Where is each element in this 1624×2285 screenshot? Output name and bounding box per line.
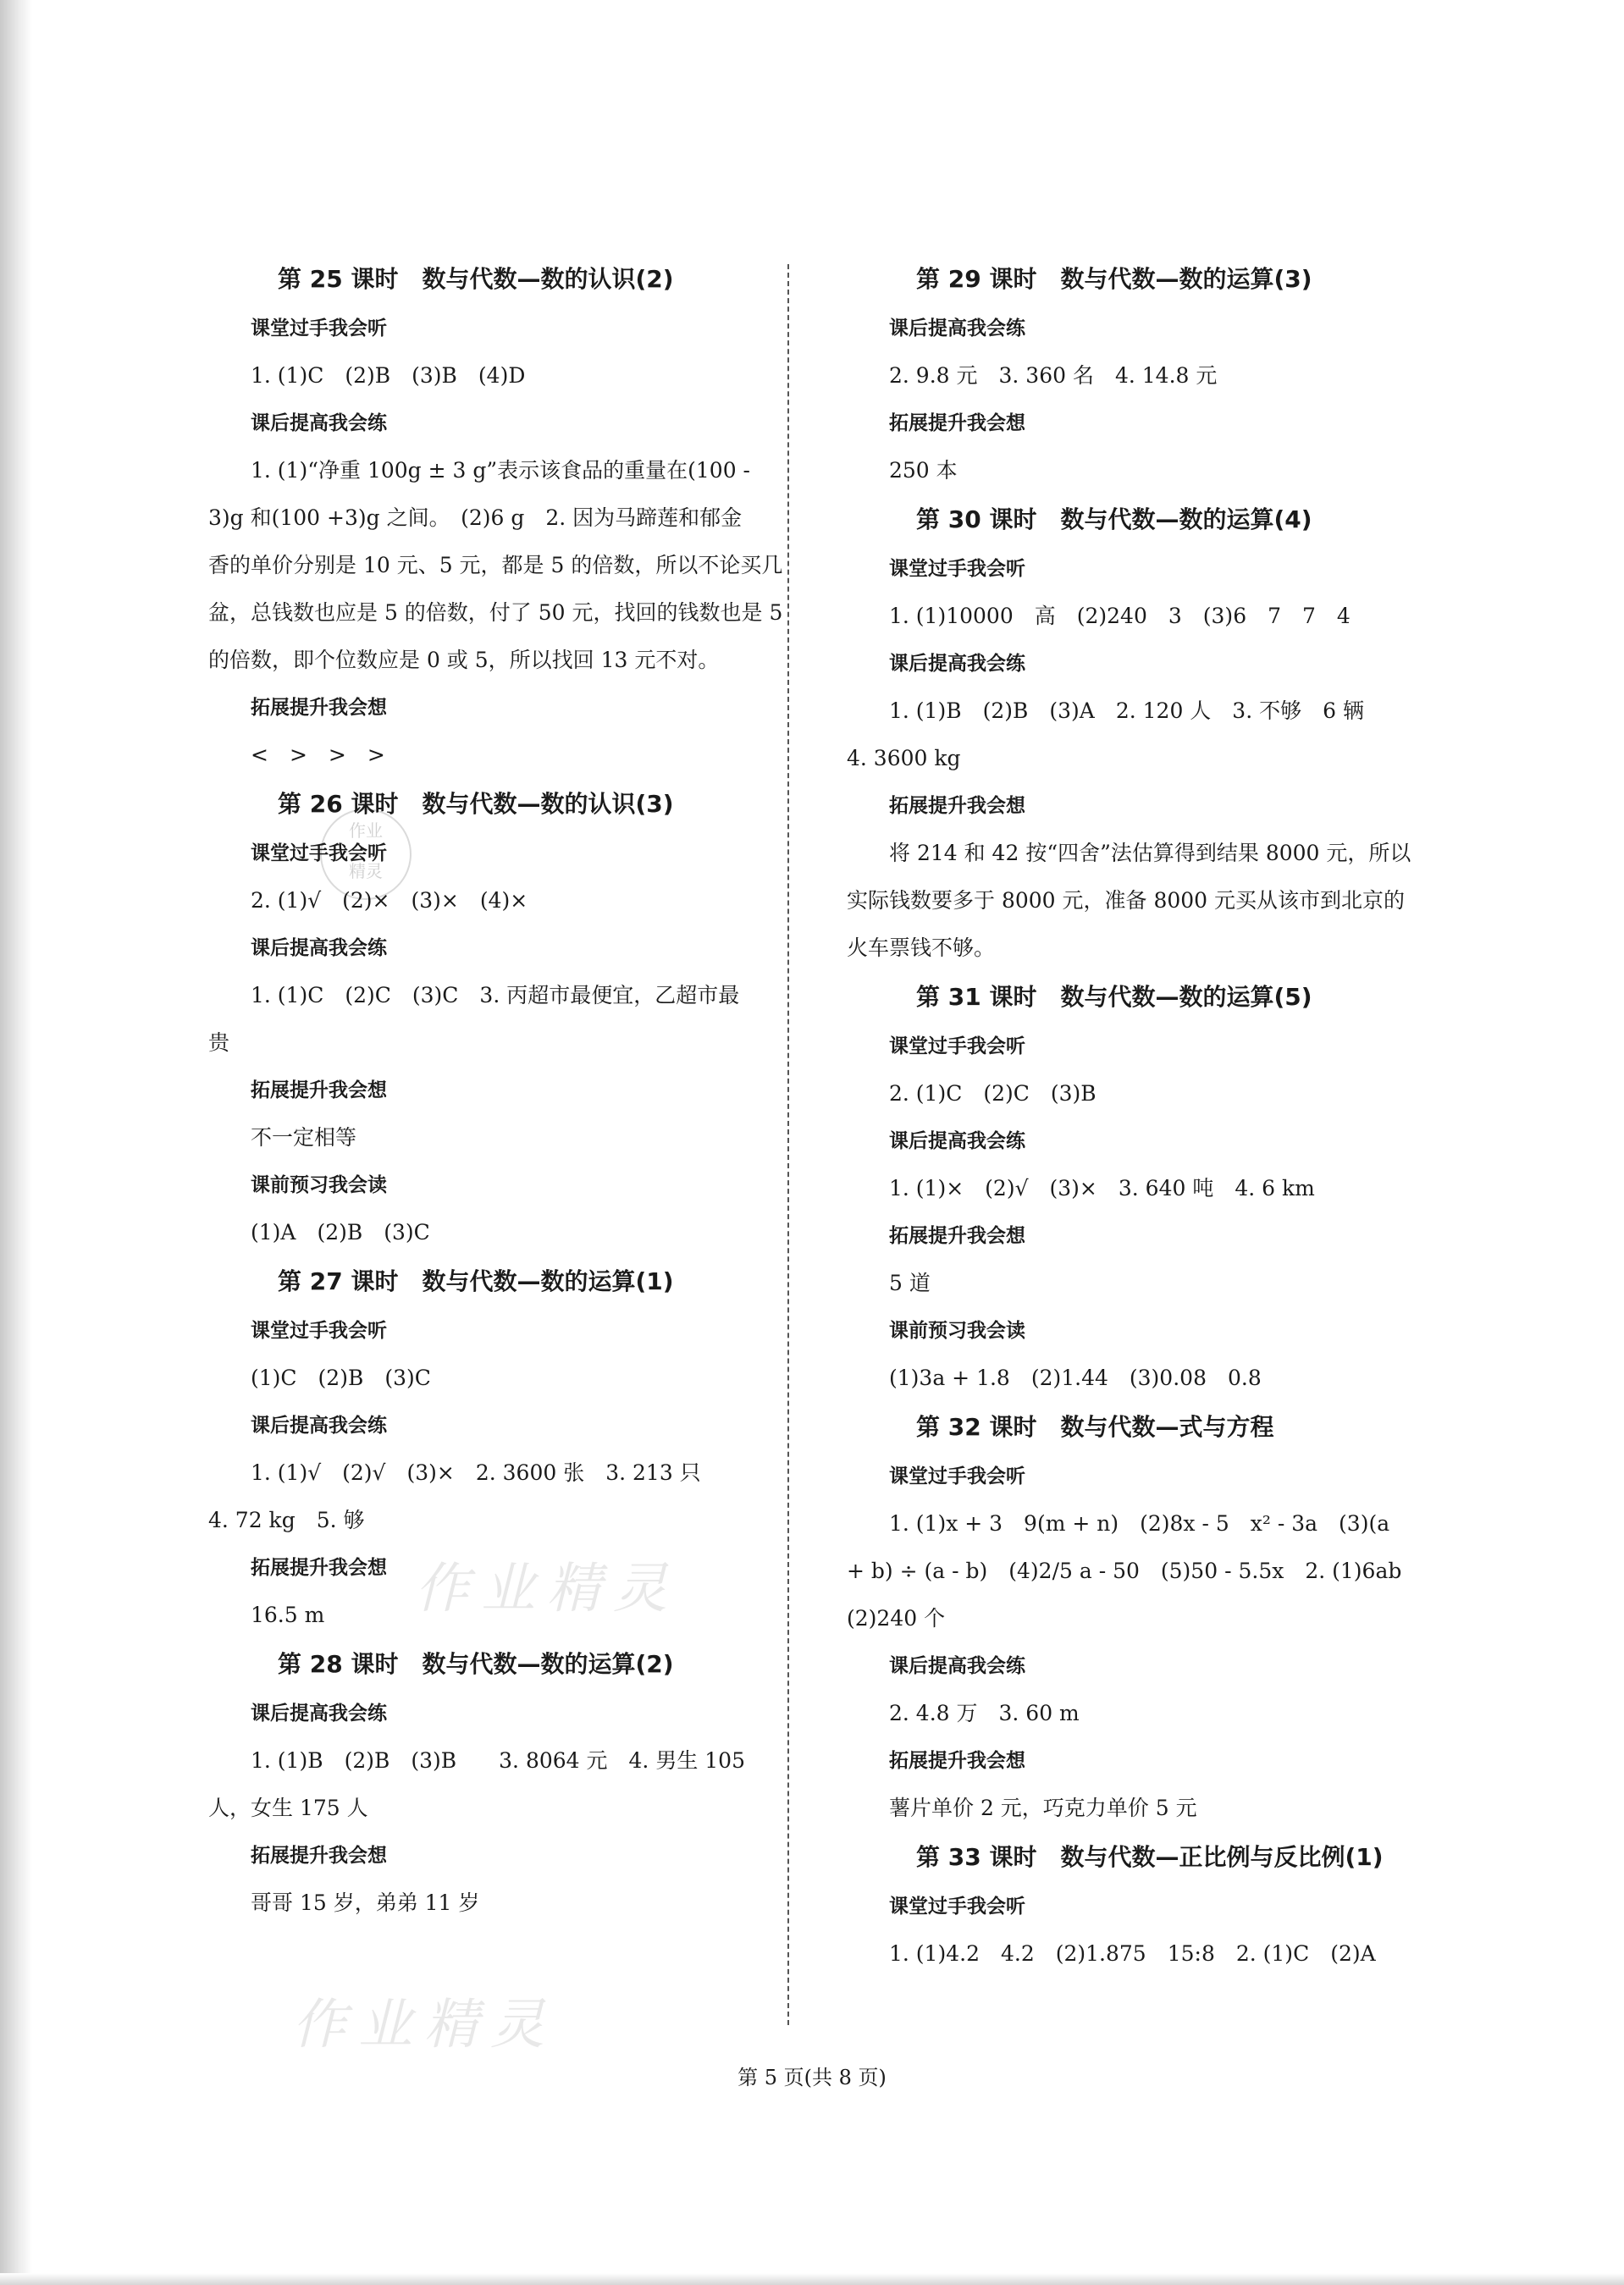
answer-line: 盆，总钱数也应是 5 的倍数，付了 50 元，找回的钱数也是 5	[208, 600, 783, 625]
section-heading: 课前预习我会读	[251, 1174, 387, 1196]
answer-line: 将 214 和 42 按“四舍”法估算得到结果 8000 元，所以	[889, 841, 1411, 865]
answer-line: 实际钱数要多于 8000 元，准备 8000 元买从该市到北京的	[847, 888, 1406, 913]
answer-line: 1. (1)C (2)C (3)C 3. 丙超市最便宜，乙超市最	[251, 983, 740, 1007]
section-heading: 课堂过手我会听	[251, 842, 387, 864]
answer-line: 3)g 和(100 +3)g 之间。 (2)6 g 2. 因为马蹄莲和郁金	[208, 505, 743, 530]
lesson-heading: 第 26 课时 数与代数—数的认识(3)	[278, 790, 674, 818]
lesson-heading: 第 28 课时 数与代数—数的运算(2)	[278, 1650, 674, 1678]
section-heading: 课后提高我会练	[251, 1415, 387, 1437]
answer-line: 4. 72 kg 5. 够	[208, 1508, 365, 1532]
lesson-heading: 第 32 课时 数与代数—式与方程	[916, 1413, 1274, 1441]
answer-line: (1)A (2)B (3)C	[251, 1220, 430, 1245]
section-heading: 拓展提升我会想	[889, 412, 1025, 434]
section-heading: 课后提高我会练	[889, 653, 1025, 675]
watermark-text: 作业精灵	[415, 1558, 679, 1620]
page-number: 第 5 页(共 8 页)	[737, 2066, 887, 2089]
answer-line: < > > >	[251, 742, 385, 767]
watermark-text: 作业精灵	[292, 1994, 556, 2056]
answer-line: 1. (1)B (2)B (3)B 3. 8064 元 4. 男生 105	[251, 1748, 745, 1773]
answer-line: (2)240 个	[847, 1606, 946, 1631]
section-heading: 课堂过手我会听	[889, 1035, 1025, 1057]
lesson-heading: 第 27 课时 数与代数—数的运算(1)	[278, 1267, 674, 1295]
section-heading: 课后提高我会练	[889, 1130, 1025, 1152]
lesson-heading: 第 25 课时 数与代数—数的认识(2)	[278, 265, 674, 293]
section-heading: 课后提高我会练	[251, 412, 387, 434]
answer-line: 2. (1)√ (2)× (3)× (4)×	[251, 888, 528, 913]
section-heading: 拓展提升我会想	[889, 1750, 1025, 1772]
section-heading: 拓展提升我会想	[251, 1079, 387, 1101]
answer-line: 薯片单价 2 元，巧克力单价 5 元	[889, 1796, 1197, 1820]
answer-line: 16.5 m	[251, 1603, 325, 1627]
answer-line: 火车票钱不够。	[847, 936, 996, 960]
answer-line: + b) ÷ (a - b) (4)2/5 a - 50 (5)50 - 5.5x 2. (1)6ab	[847, 1559, 1402, 1583]
lesson-heading: 第 33 课时 数与代数—正比例与反比例(1)	[916, 1843, 1384, 1871]
answer-line: 1. (1)x + 3 9(m + n) (2)8x - 5 x² - 3a (3)(a	[889, 1511, 1390, 1536]
answer-line: 不一定相等	[251, 1125, 357, 1150]
page-edge-shadow	[0, 0, 32, 2285]
stamp-line-1: 作业	[349, 820, 383, 841]
answer-line: 哥哥 15 岁，弟弟 11 岁	[251, 1890, 480, 1915]
section-heading: 课堂过手我会听	[889, 558, 1025, 580]
section-heading: 课后提高我会练	[251, 1703, 387, 1725]
section-heading: 课前预习我会读	[889, 1320, 1025, 1342]
answer-line: 2. 4.8 万 3. 60 m	[889, 1701, 1080, 1725]
answer-line: 2. 9.8 元 3. 360 名 4. 14.8 元	[889, 363, 1218, 388]
answer-line: 人，女生 175 人	[208, 1796, 368, 1820]
lesson-heading: 第 30 课时 数与代数—数的运算(4)	[916, 505, 1312, 533]
left-column	[208, 254, 783, 1927]
section-heading: 课后提高我会练	[251, 937, 387, 959]
answer-line: 1. (1)B (2)B (3)A 2. 120 人 3. 不够 6 辆	[889, 698, 1364, 723]
answer-line: 1. (1)4.2 4.2 (2)1.875 15:8 2. (1)C (2)A	[889, 1941, 1376, 1966]
answer-line: 1. (1)C (2)B (3)B (4)D	[251, 363, 526, 388]
column-divider	[787, 264, 789, 2025]
answer-line: 2. (1)C (2)C (3)B	[889, 1081, 1096, 1106]
answer-line: 1. (1)10000 高 (2)240 3 (3)6 7 7 4	[889, 604, 1351, 628]
section-heading: 拓展提升我会想	[251, 1845, 387, 1867]
section-heading: 课后提高我会练	[889, 317, 1025, 339]
section-heading: 拓展提升我会想	[251, 697, 387, 719]
section-heading: 课堂过手我会听	[889, 1896, 1025, 1918]
answer-line: 1. (1)× (2)√ (3)× 3. 640 吨 4. 6 km	[889, 1176, 1315, 1200]
section-heading: 课后提高我会练	[889, 1655, 1025, 1677]
answer-line: 250 本	[889, 458, 958, 483]
section-heading: 拓展提升我会想	[889, 1225, 1025, 1247]
answer-line: 1. (1)√ (2)√ (3)× 2. 3600 张 3. 213 只	[251, 1460, 701, 1485]
section-heading: 课堂过手我会听	[251, 317, 387, 339]
section-heading: 课堂过手我会听	[251, 1320, 387, 1342]
section-heading: 拓展提升我会想	[889, 795, 1025, 817]
lesson-heading: 第 29 课时 数与代数—数的运算(3)	[916, 265, 1312, 293]
answer-line: 1. (1)“净重 100g ± 3 g”表示该食品的重量在(100 -	[251, 458, 751, 483]
lesson-heading: 第 31 课时 数与代数—数的运算(5)	[916, 983, 1312, 1011]
answer-line: 4. 3600 kg	[847, 746, 961, 770]
answer-line: 贵	[208, 1030, 230, 1055]
answer-line: 香的单价分别是 10 元、5 元，都是 5 的倍数，所以不论买几	[208, 553, 783, 577]
right-column	[847, 254, 1411, 1978]
answer-line: 的倍数，即个位数应是 0 或 5，所以找回 13 元不对。	[208, 648, 720, 672]
section-heading: 拓展提升我会想	[251, 1557, 387, 1579]
answer-line: 5 道	[889, 1271, 931, 1295]
section-heading: 课堂过手我会听	[889, 1465, 1025, 1487]
page-bottom-shadow	[0, 2273, 1624, 2285]
answer-line: (1)3a + 1.8 (2)1.44 (3)0.08 0.8	[889, 1366, 1262, 1390]
answer-line: (1)C (2)B (3)C	[251, 1366, 431, 1390]
stamp-line-2: 精灵	[349, 861, 383, 881]
